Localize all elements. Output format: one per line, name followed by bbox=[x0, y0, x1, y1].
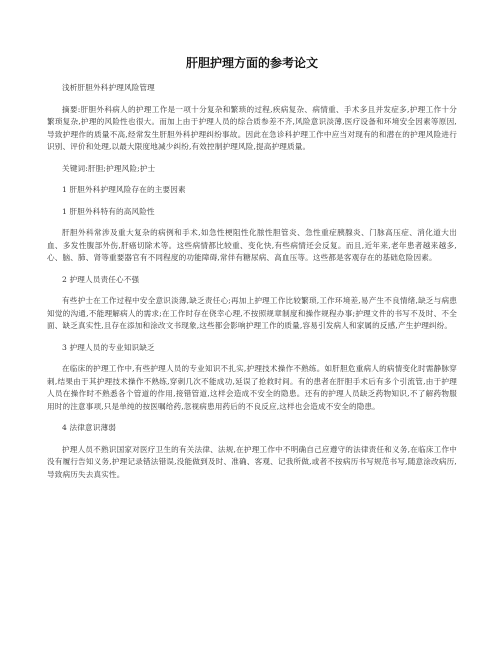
section-paragraph: 肝胆外科常涉及重大复杂的病例和手术,如急性梗阻性化脓性胆管炎、急性重症胰腺炎、门脉高压症、消化道大出血、多发性腹部外伤,肝癌切除术等。这些病情都比较重、变化快,有些病情还会反复。而且,近年来,老年患者越来越多,心、脑、肺、肾等重要器官有不同程度的功能障碍,常伴有糖尿病、高血压等。这些都是客观存在的基础危险因素。 bbox=[47, 228, 457, 262]
section-heading: 2 护理人员责任心不强 bbox=[62, 274, 140, 284]
subtitle: 浅析肝胆外科护理风险管理 bbox=[62, 83, 155, 92]
abstract-paragraph: 摘要:肝胆外科病人的护理工作是一项十分复杂和繁琐的过程,疾病复杂、病情重、手术多且并发症多,护理工作十分繁琐复杂,护理的风险性也很大。而加上由于护理人员的综合质参差不齐,风险意识淡薄,医疗设备和环境安全因素等原因,导致护理作的质量不高,经常发生肝胆外科护理纠纷事故。因此在急诊科护理工作中应当对现有的和潜在的护理风险进行识别、评价和处理,以最大限度地减少纠纷,有效控制护理风险,提高护理质量。 bbox=[47, 104, 457, 151]
document-title: 肝胆护理方面的参考论文 bbox=[185, 56, 318, 70]
section-heading: 1 肝胆外科护理风险存在的主要因素 bbox=[62, 185, 186, 194]
section-paragraph: 有些护士在工作过程中安全意识淡薄,缺乏责任心;再加上护理工作比较繁琐,工作环境差,易产生不良情绪,缺乏与病患知觉的沟通,不能理解病人的需求;在工作时存在侥幸心理,不按照规章制度和操作规程办事;护理文件的书写不及时、不全面、缺乏真实性,且存在添加和涂改文书现象,这些都会影响护理工作的质量,容易引发病人和家属的反感,产生护理纠纷。 bbox=[47, 296, 457, 330]
keywords-line: 关键词:肝胆;护理风险;护士 bbox=[62, 163, 156, 173]
section-heading: 1 肝胆外科特有的高风险性 bbox=[62, 206, 155, 216]
section-paragraph: 护理人员不熟识国家对医疗卫生的有关法律、法规,在护理工作中不明确自己应遵守的法律责任和义务,在临床工作中没有履行告知义务,护理记录错法错误,没能做到及时、准确、客观、记我所做,或者不按病历书写规范书写,随意涂改病历,导致病历失去真实性。 bbox=[47, 444, 457, 479]
section-paragraph: 在临床的护理工作中,有些护理人员的专业知识不扎实,护理技术操作不熟练。如肝胆危重病人的病情变化时需静脉穿刺,结果由于其护理技术操作不熟练,穿刺几次不能成功,延误了抢救时间。有的患者在肝胆手术后有多个引流管,由于护理人员在操作时不熟悉各个管道的作用,接错管道,这样会造成不安全的隐患。还有的护理人员缺乏药物知识,不了解药物服用时的注意事项,只是单纯的按医嘱给药,忽视病患用药后的不良反应,这样也会造成不安全的隐患。 bbox=[47, 364, 457, 411]
section-heading: 3 护理人员的专业知识缺乏 bbox=[62, 342, 155, 352]
section-heading: 4 法律意识薄弱 bbox=[62, 423, 117, 432]
